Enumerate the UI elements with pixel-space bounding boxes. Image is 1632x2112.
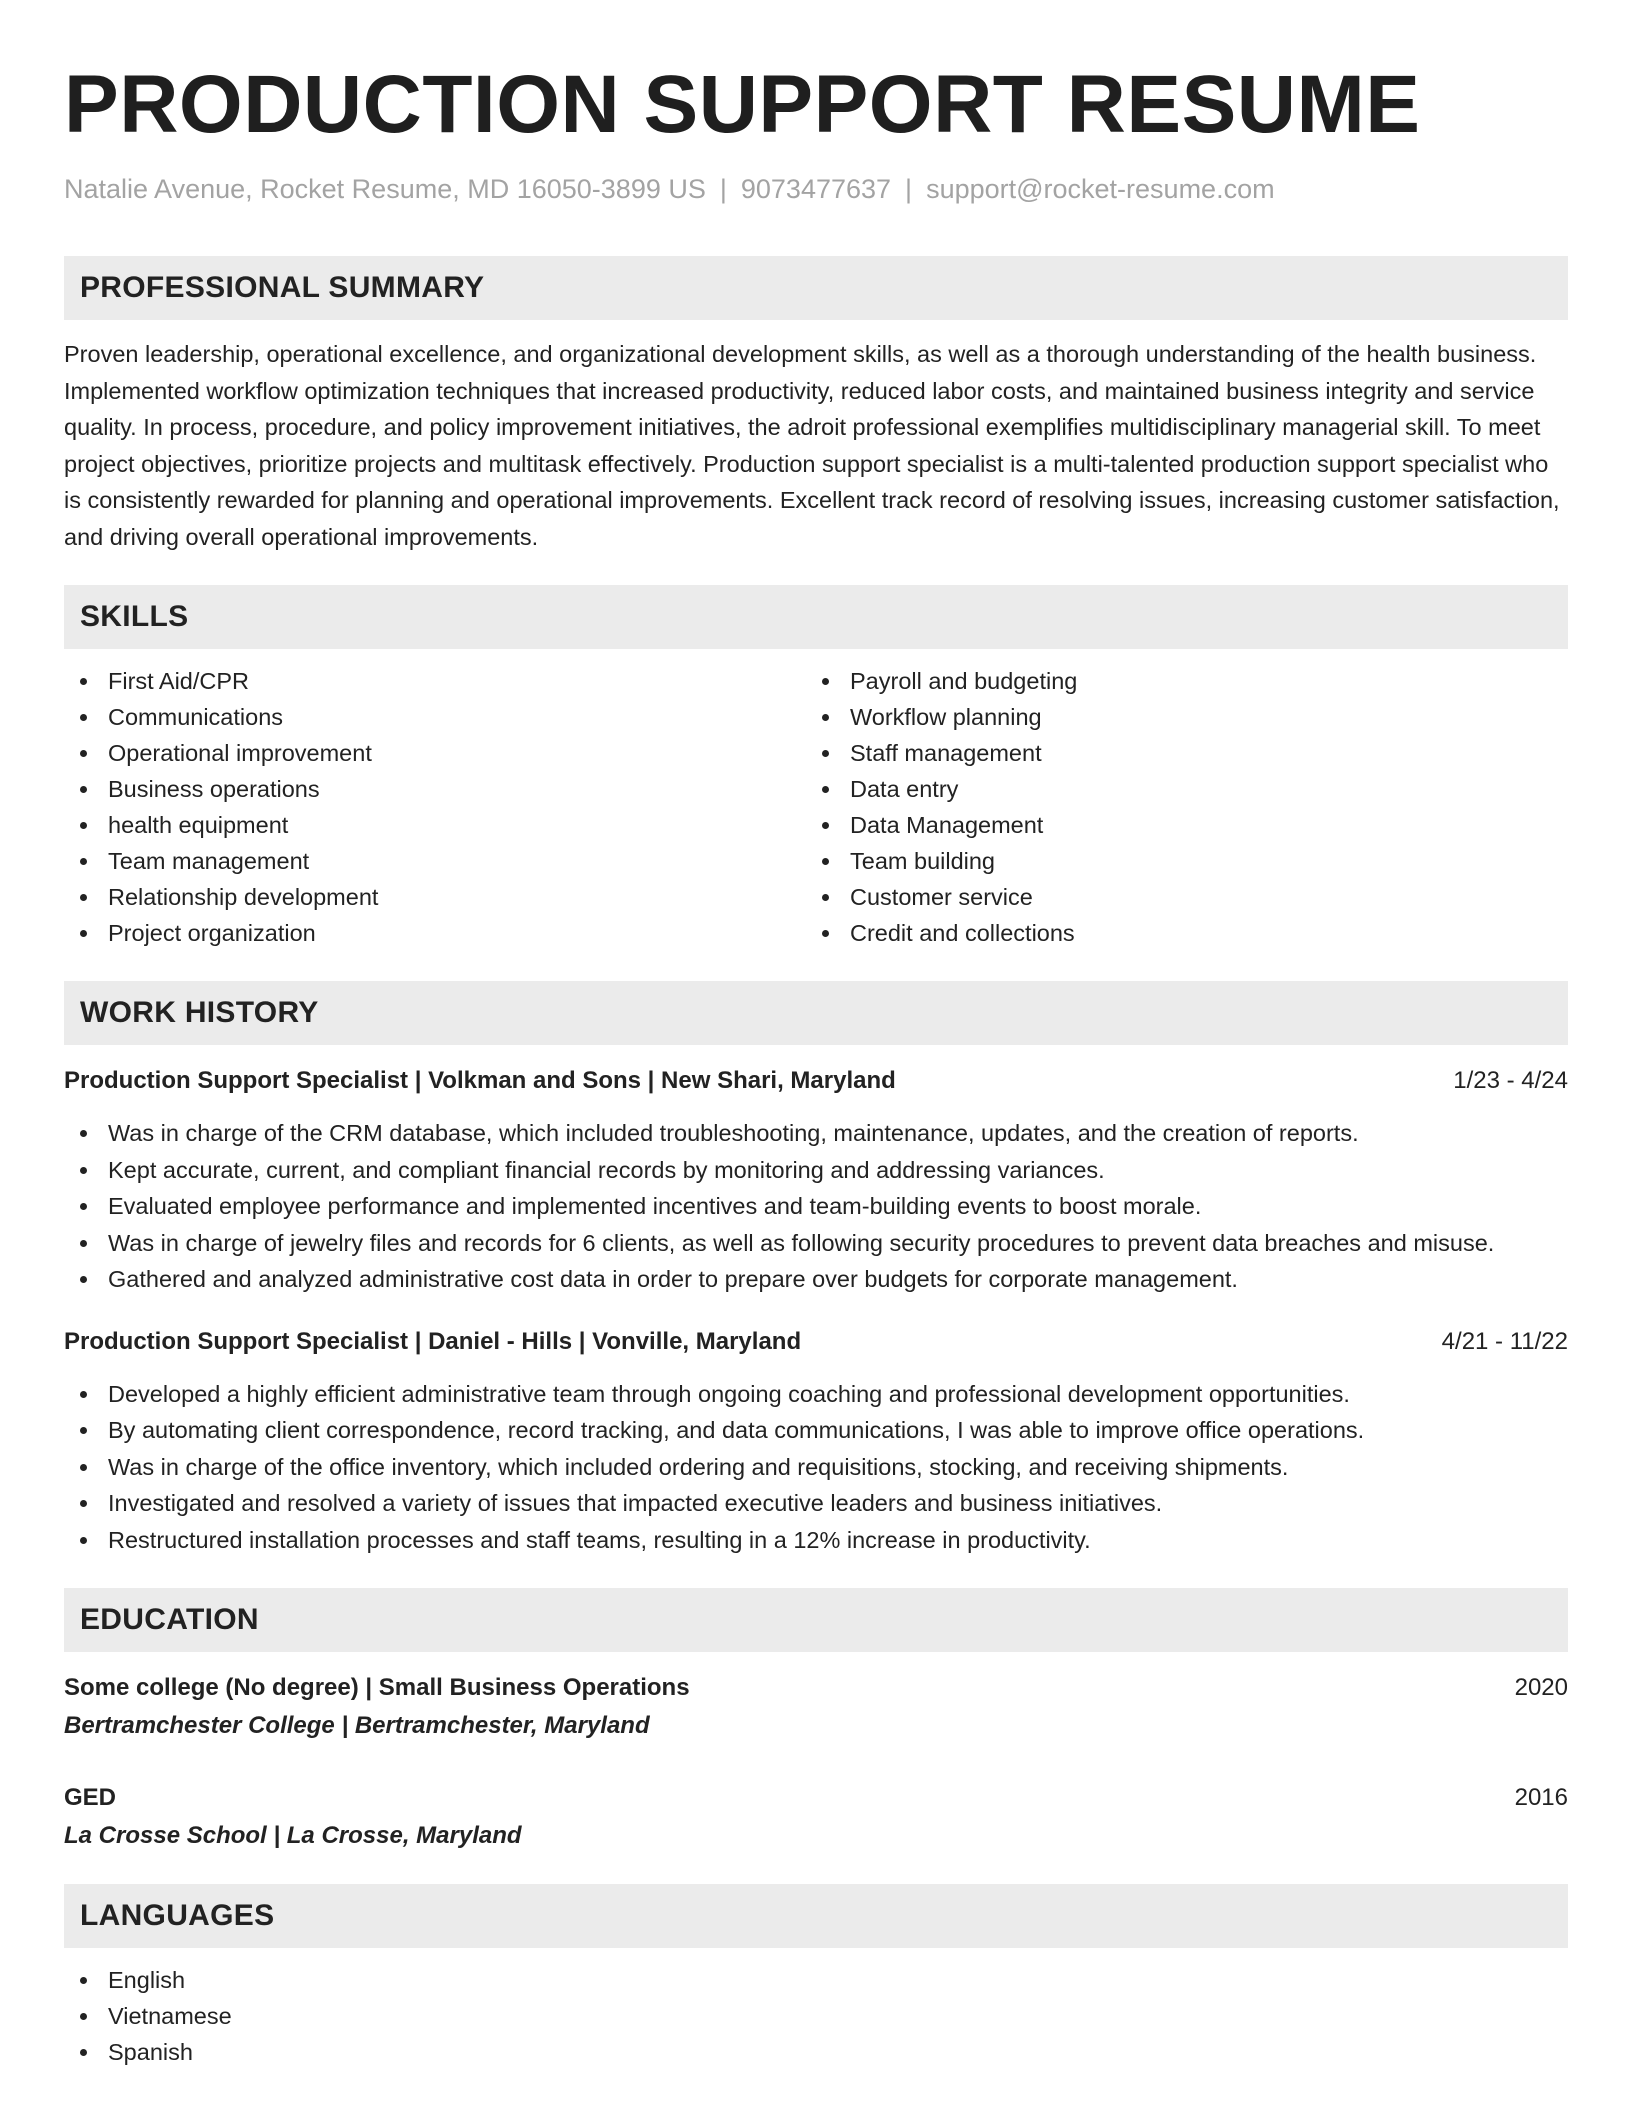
education-entry <box>64 1780 1568 1854</box>
job-bullet: Kept accurate, current, and compliant financial records by monitoring and addressing variances. <box>64 1152 1568 1189</box>
job-header <box>64 1063 1568 1099</box>
skill-item: Workflow planning <box>806 699 1548 735</box>
skill-item: Relationship development <box>64 879 806 915</box>
section-header-education: EDUCATION <box>64 1588 1568 1652</box>
job-bullet: Developed a highly efficient administrative team through ongoing coaching and professional development opportunities. <box>64 1376 1568 1413</box>
contact-line <box>64 172 1568 206</box>
section-header-work-history: WORK HISTORY <box>64 981 1568 1045</box>
skill-item: Team management <box>64 843 806 879</box>
education-school: Bertramchester College | Bertramchester, Maryland <box>64 1712 650 1739</box>
skill-item: Communications <box>64 699 806 735</box>
education-school: La Crosse School | La Crosse, Maryland <box>64 1822 522 1849</box>
job-title: Production Support Specialist | Volkman and Sons | New Shari, Maryland <box>64 1067 896 1094</box>
job-header <box>64 1324 1568 1360</box>
contact-phone: 9073477637 <box>740 174 892 204</box>
skill-item: Staff management <box>806 735 1548 771</box>
job-dates: 1/23 - 4/24 <box>1453 1067 1568 1094</box>
contact-separator: | <box>719 174 727 204</box>
education-degree: Some college (No degree) | Small Business Operations <box>64 1674 690 1701</box>
job-bullets <box>64 1115 1568 1298</box>
skills-column-left <box>64 663 806 951</box>
job-bullet: Evaluated employee performance and implemented incentives and team-building events to boost morale. <box>64 1188 1568 1225</box>
job-bullet: By automating client correspondence, record tracking, and data communications, I was able to improve office operations. <box>64 1412 1568 1449</box>
contact-separator: | <box>905 174 913 204</box>
job-dates: 4/21 - 11/22 <box>1441 1327 1568 1355</box>
education-header <box>64 1780 1568 1816</box>
skills-column-right <box>806 663 1548 951</box>
skill-item: Customer service <box>806 879 1548 915</box>
skill-item: Project organization <box>64 915 806 951</box>
job-title: Production Support Specialist | Daniel - Hills | Vonville, Maryland <box>64 1327 802 1355</box>
skill-item: Operational improvement <box>64 735 806 771</box>
education-entry <box>64 1670 1568 1744</box>
skill-item: Credit and collections <box>806 915 1548 951</box>
job-entry <box>64 1324 1568 1559</box>
skill-item: Payroll and budgeting <box>806 663 1548 699</box>
summary-text: Proven leadership, operational excellence, and organizational development skills, as well as a thorough understanding of the health business. Implemented workflow optimization techniques that increased productivity, reduced labor costs, and maintained business integrity and service quality. In process, procedure, and policy improvement initiatives, the adroit professional exemplifies multidisciplinary managerial skill. To meet project objectives, prioritize projects and multitask effectively. Production support specialist is a multi-talented production support specialist who is consistently rewarded for planning and operational improvements. Excellent track record of resolving issues, increasing customer satisfaction, and driving overall operational improvements. <box>64 341 1560 550</box>
section-header-summary: PROFESSIONAL SUMMARY <box>64 256 1568 320</box>
job-bullet: Investigated and resolved a variety of issues that impacted executive leaders and business initiatives. <box>64 1485 1568 1522</box>
skill-item: Business operations <box>64 771 806 807</box>
job-bullet: Was in charge of the office inventory, which included ordering and requisitions, stocking, and receiving shipments. <box>64 1449 1568 1486</box>
skills-list <box>64 663 1568 951</box>
resume-page <box>64 0 1568 2070</box>
skill-item: Team building <box>806 843 1548 879</box>
education-header <box>64 1670 1568 1706</box>
job-bullet: Restructured installation processes and staff teams, resulting in a 12% increase in productivity. <box>64 1522 1568 1559</box>
page-title: PRODUCTION SUPPORT RESUME <box>64 59 1421 150</box>
education-year: 2016 <box>1514 1784 1568 1811</box>
job-entry <box>64 1063 1568 1298</box>
contact-email: support@rocket-resume.com <box>926 174 1275 204</box>
job-bullet: Was in charge of jewelry files and records for 6 clients, as well as following security procedures to prevent data breaches and misuse. <box>64 1225 1568 1262</box>
section-header-skills: SKILLS <box>64 585 1568 649</box>
education-degree: GED <box>64 1784 117 1811</box>
job-bullet: Was in charge of the CRM database, which included troubleshooting, maintenance, updates, and the creation of reports. <box>64 1115 1568 1152</box>
section-header-languages: LANGUAGES <box>64 1884 1568 1948</box>
skill-item: Data entry <box>806 771 1548 807</box>
skill-item: Data Management <box>806 807 1548 843</box>
contact-address: Natalie Avenue, Rocket Resume, MD 16050-3899 US <box>64 174 706 204</box>
skill-item: health equipment <box>64 807 806 843</box>
language-item: English <box>64 1962 1568 1998</box>
job-bullet: Gathered and analyzed administrative cost data in order to prepare over budgets for corporate management. <box>64 1261 1568 1298</box>
job-bullets <box>64 1376 1568 1559</box>
education-year: 2020 <box>1514 1674 1568 1701</box>
languages-list <box>64 1962 1568 2070</box>
skill-item: First Aid/CPR <box>64 663 806 699</box>
language-item: Vietnamese <box>64 1998 1568 2034</box>
language-item: Spanish <box>64 2034 1568 2070</box>
